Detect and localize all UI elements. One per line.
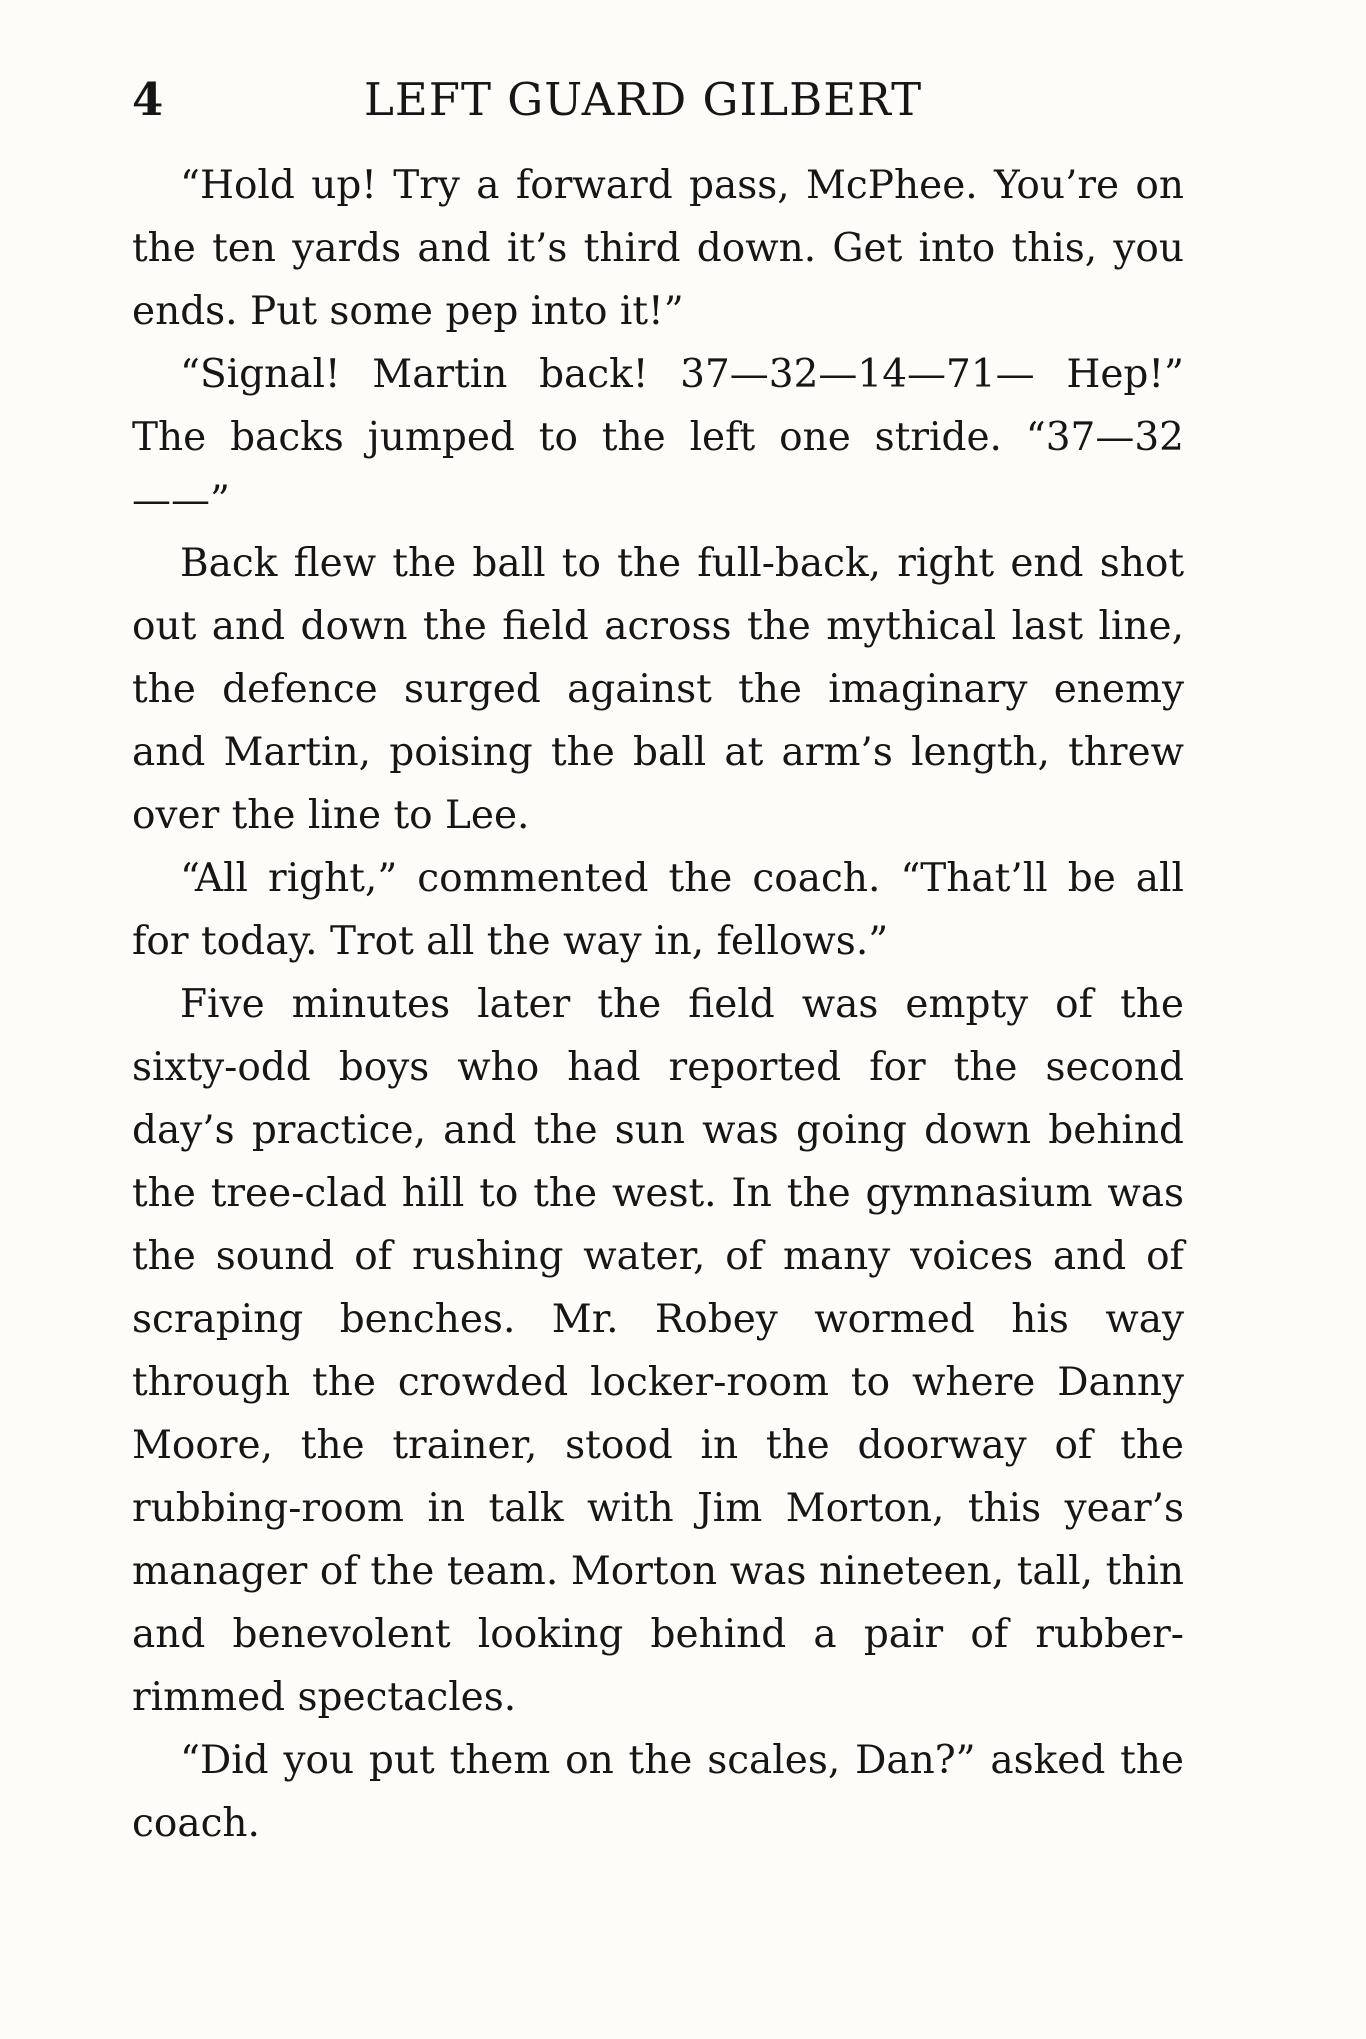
- paragraph-gymnasium: Five minutes later the field was empty of the sixty-odd boys who had reported for the second day’s practice, and the sun was going down behind the tree-clad hill to the west. In the gymnasium was the sound of rushing water, of many voices and of scraping benches. Mr. Robey wormed his way through the crowded locker-room to where Danny Moore, the trainer, stood in the doorway of the rubbing-room in talk with Jim Morton, this year’s manager of the team. Morton was nineteen, tall, thin and benevolent looking behind a pair of rubber-rimmed spectacles.: [132, 982, 1184, 1720]
- paragraph-ball-thrown: Back flew the ball to the full-back, right end shot out and down the field across the mythical last line, the defence surged against the imaginary enemy and Martin, poising the ball at arm’s length, threw over the line to Lee.: [132, 541, 1184, 838]
- running-head: [132, 64, 1184, 136]
- running-title: LEFT GUARD GILBERT: [364, 73, 923, 126]
- paragraph-forward-pass: “Hold up! Try a forward pass, McPhee. You’re on the ten yards and it’s third down. Get into this, you ends. Put some pep into it!”: [132, 163, 1184, 334]
- page-number: 4: [132, 73, 165, 126]
- paragraph-practice-over: “All right,” commented the coach. “That’ll be all for today. Trot all the way in, fellows.”: [132, 856, 1184, 964]
- body-text: [132, 154, 1184, 1855]
- paragraph-scales-question: “Did you put them on the scales, Dan?” asked the coach.: [132, 1738, 1184, 1846]
- paragraph-signal: “Signal! Martin back! 37—32—14—71— Hep!” The backs jumped to the left one stride. “37—32——”: [132, 352, 1184, 523]
- book-page: [132, 64, 1184, 1855]
